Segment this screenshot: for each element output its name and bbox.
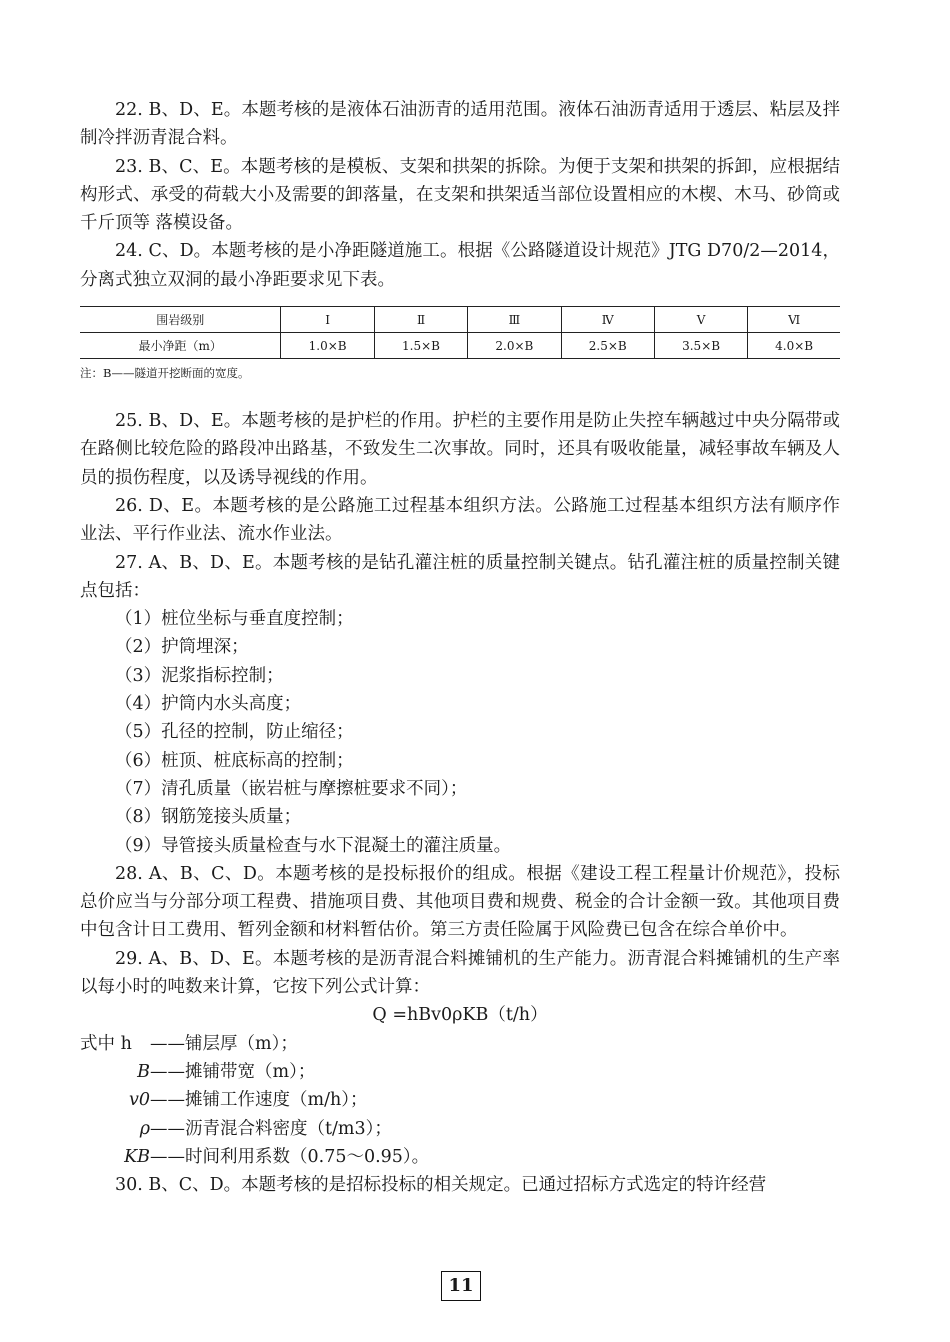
list-item: （7）清孔质量（嵌岩桩与摩擦桩要求不同）； — [115, 778, 468, 799]
answer-23: 23. B、C、E。本题考核的是模板、支架和拱架的拆除。为便于支架和拱架的拆卸，应根据结构形式、承受的荷载大小及需要的卸落量，在支架和拱架适当部位设置相应的木楔、木马、砂筒或千斤顶等 落模设备。 — [80, 156, 840, 234]
table-header-cell: Ⅰ — [281, 307, 374, 333]
table-cell: 4.0×B — [748, 333, 840, 359]
answer-30: 30. B、C、D。本题考核的是招标投标的相关规定。已通过招标方式选定的特许经营 — [115, 1175, 767, 1196]
answer-27: 27. A、B、D、E。本题考核的是钻孔灌注桩的质量控制关键点。钻孔灌注桩的质量控制关键点包括： — [80, 552, 840, 601]
answer-26: 26. D、E。本题考核的是公路施工过程基本组织方法。公路施工过程基本组织方法有顺序作业法、平行作业法、流水作业法。 — [80, 495, 840, 545]
list-item: （3）泥浆指标控制； — [115, 665, 284, 686]
list-item: （8）钢筋笼接头质量； — [115, 807, 302, 828]
table-cell: 1.5×B — [374, 333, 467, 359]
table-row — [80, 307, 840, 333]
table-header-cell: Ⅵ — [748, 307, 840, 333]
table-header-cell: Ⅴ — [654, 307, 747, 333]
formula: Q =hBv0ρKB（t/h） — [372, 1005, 548, 1026]
answer-28: 28. A、B、C、D。本题考核的是投标报价的组成。根据《建设工程工程量计价规范》，投标总价应当与分部分项工程费、措施项目费、其他项目费和规费、税金的合计金额一致。其他项目费中包含计日工费用、暂列金额和材料暂估价。第三方责任险属于风险费已包含在综合单价中。 — [80, 863, 840, 941]
table-note: 注：B——隧道开挖断面的宽度。 — [80, 366, 250, 381]
answer-25: 25. B、D、E。本题考核的是护栏的作用。护栏的主要作用是防止失控车辆越过中央分隔带或在路侧比较危险的路段冲出路基，不致发生二次事故。同时，还具有吸收能量，减轻事故车辆及人员的损伤程度，以及诱导视线的作用。 — [80, 411, 840, 488]
variable-line — [80, 1058, 840, 1086]
list-item: （4）护筒内水头高度； — [115, 694, 302, 715]
variable-symbol: KB — [124, 1146, 150, 1167]
answer-29: 29. A、B、D、E。本题考核的是沥青混合料摊铺机的生产能力。沥青混合料摊铺机的生产率以每小时的吨数来计算，它按下列公式计算： — [80, 948, 840, 998]
list-item: （6）桩顶、桩底标高的控制； — [115, 750, 354, 771]
variable-list — [80, 1030, 840, 1171]
variable-symbol: B — [137, 1061, 150, 1082]
page-number: 11 — [441, 1271, 481, 1301]
variable-desc: ——时间利用系数（0.75～0.95）。 — [150, 1146, 430, 1167]
table-header-cell: Ⅳ — [561, 307, 654, 333]
answer-24: 24. C、D。本题考核的是小净距隧道施工。根据《公路隧道设计规范》JTG D70/2—2014，分离式独立双洞的最小净距要求见下表。 — [80, 241, 840, 290]
variable-line — [80, 1143, 840, 1171]
variable-line — [80, 1115, 840, 1143]
list-item: （5）孔径的控制，防止缩径； — [115, 722, 354, 743]
table-cell: 最小净距（m） — [80, 333, 281, 359]
variable-symbol: 式中 h — [80, 1033, 132, 1054]
variable-desc: ——铺层厚（m）； — [150, 1033, 298, 1054]
variable-desc: ——摊铺工作速度（m/h）； — [150, 1090, 368, 1111]
table-cell: 1.0×B — [281, 333, 374, 359]
variable-symbol: ρ — [139, 1118, 150, 1139]
variable-desc: ——沥青混合料密度（t/m3）； — [150, 1118, 392, 1139]
list-item: （1）桩位坐标与垂直度控制； — [115, 609, 354, 630]
table-cell: 2.5×B — [561, 333, 654, 359]
table-header-cell: 围岩级别 — [80, 307, 281, 333]
table-cell: 3.5×B — [654, 333, 747, 359]
variable-symbol: v0 — [128, 1090, 150, 1111]
list-item: （9）导管接头质量检查与水下混凝土的灌注质量。 — [115, 835, 512, 856]
table-cell: 2.0×B — [468, 333, 561, 359]
page-body — [80, 96, 840, 1199]
clearance-table — [80, 306, 840, 359]
table-row — [80, 333, 840, 359]
table-header-cell: Ⅲ — [468, 307, 561, 333]
variable-desc: ——摊铺带宽（m）； — [150, 1061, 316, 1082]
answer-22: 22. B、D、E。本题考核的是液体石油沥青的适用范围。液体石油沥青适用于透层、粘层及拌制冷拌沥青混合料。 — [80, 100, 840, 149]
list-item: （2）护筒埋深； — [115, 637, 249, 658]
variable-line — [80, 1030, 840, 1058]
table-header-cell: Ⅱ — [374, 307, 467, 333]
variable-line — [80, 1086, 840, 1114]
